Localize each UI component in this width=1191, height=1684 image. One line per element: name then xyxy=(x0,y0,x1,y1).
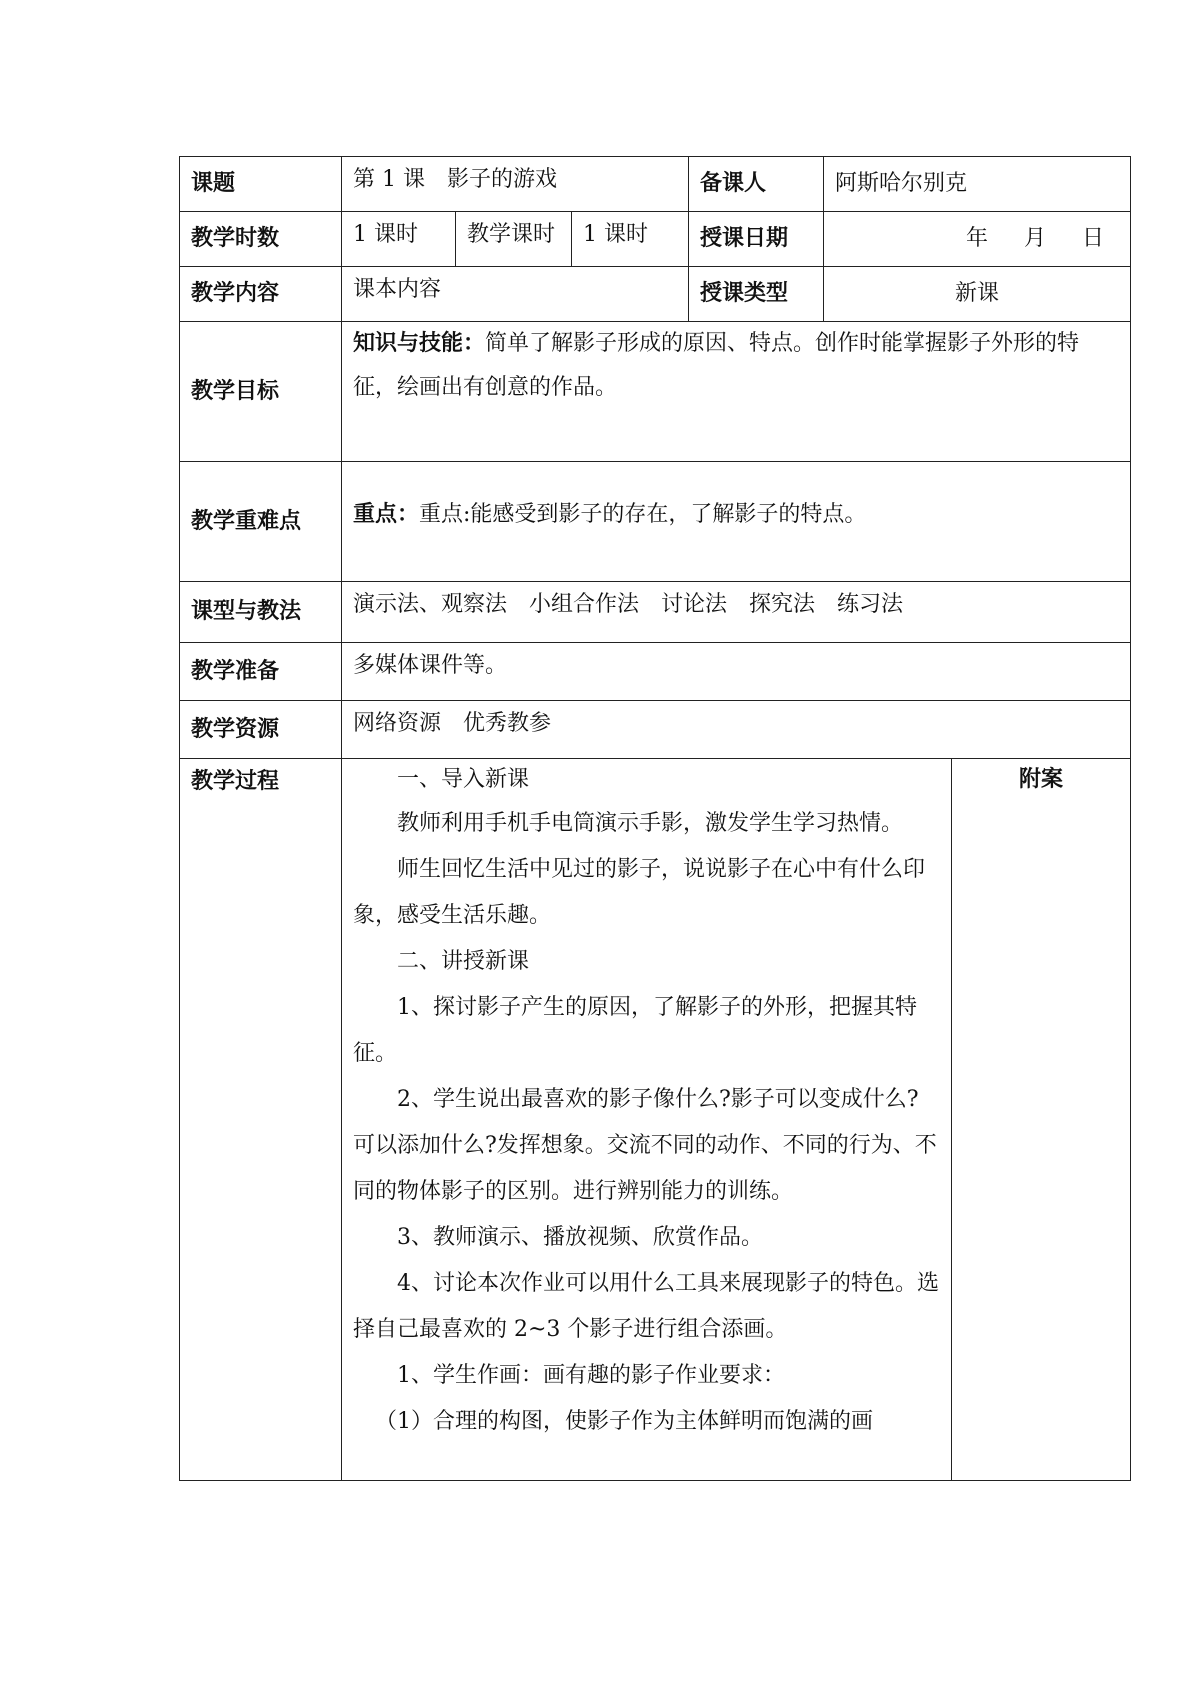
process-paragraph: 师生回忆生活中见过的影子，说说影子在心中有什么印象，感受生活乐趣。 xyxy=(353,857,926,928)
value-topic: 第 1 课 影子的游戏 xyxy=(342,157,689,212)
value-methods: 演示法、观察法 小组合作法 讨论法 探究法 练习法 xyxy=(342,582,1131,643)
value-hours: 1 课时 xyxy=(342,212,456,267)
process-paragraph: 二、讲授新课 xyxy=(397,949,530,974)
row-resources xyxy=(180,701,1131,759)
value-preparer: 阿斯哈尔别克 xyxy=(824,157,1131,212)
lesson-plan-table xyxy=(179,156,1131,1481)
label-resources: 教学资源 xyxy=(180,701,342,759)
process-cell xyxy=(342,759,1131,1481)
process-paragraph: 教师利用手机手电筒演示手影，激发学生学习热情。 xyxy=(397,811,904,836)
process-body xyxy=(342,759,952,1480)
row-goals xyxy=(180,322,1131,462)
process-paragraph: 4、讨论本次作业可以用什么工具来展现影子的特色。选择自己最喜欢的 2~3 个影子进行组合添画。 xyxy=(353,1271,939,1342)
label-type: 授课类型 xyxy=(689,267,824,322)
value-resources: 网络资源 优秀教参 xyxy=(342,701,1131,759)
label-date: 授课日期 xyxy=(689,212,824,267)
process-paragraph: 3、教师演示、播放视频、欣赏作品。 xyxy=(397,1225,763,1250)
appendix-column: 附案 xyxy=(1019,767,1064,792)
label-content: 教学内容 xyxy=(180,267,342,322)
label-methods: 课型与教法 xyxy=(180,582,342,643)
row-key-points xyxy=(180,462,1131,582)
label-key-points: 教学重难点 xyxy=(180,462,342,582)
process-paragraph: 1、探讨影子产生的原因，了解影子的外形，把握其特征。 xyxy=(353,995,917,1066)
process-paragraph: 2、学生说出最喜欢的影子像什么?影子可以变成什么?可以添加什么?发挥想象。交流不同的动作、不同的行为、不同的物体影子的区别。进行辨别能力的训练。 xyxy=(353,1087,937,1204)
value-lesson-hours: 1 课时 xyxy=(572,212,689,267)
label-topic: 课题 xyxy=(180,157,342,212)
label-hours: 教学时数 xyxy=(180,212,342,267)
value-date xyxy=(824,212,1131,267)
value-content: 课本内容 xyxy=(342,267,689,322)
goals-heading: 知识与技能： xyxy=(353,331,486,356)
row-topic xyxy=(180,157,1131,212)
date-year: 年 xyxy=(965,226,990,252)
label-goals: 教学目标 xyxy=(180,322,342,462)
goals-text: 简单了解影子形成的原因、特点。创作时能掌握影子外形的特征，绘画出有创意的作品。 xyxy=(353,331,1080,400)
process-paragraph: （1）合理的构图，使影子作为主体鲜明而饱满的画 xyxy=(375,1409,873,1434)
label-preparer: 备课人 xyxy=(689,157,824,212)
value-goals xyxy=(342,322,1131,462)
row-hours xyxy=(180,212,1131,267)
value-key-points xyxy=(342,462,1131,582)
label-lesson-hours: 教学课时 xyxy=(456,212,572,267)
row-methods xyxy=(180,582,1131,643)
value-preparation: 多媒体课件等。 xyxy=(342,643,1131,701)
label-preparation: 教学准备 xyxy=(180,643,342,701)
date-month: 月 xyxy=(1023,226,1048,252)
row-preparation xyxy=(180,643,1131,701)
row-process xyxy=(180,759,1131,1481)
key-heading: 重点： xyxy=(353,501,420,527)
date-day: 日 xyxy=(1082,226,1107,252)
label-process: 教学过程 xyxy=(180,759,342,1481)
row-content xyxy=(180,267,1131,322)
key-text: 重点:能感受到影子的存在，了解影子的特点。 xyxy=(419,501,867,527)
value-type: 新课 xyxy=(824,267,1131,322)
process-paragraph: 1、学生作画：画有趣的影子作业要求： xyxy=(397,1363,785,1388)
process-paragraph: 一、导入新课 xyxy=(397,767,530,792)
